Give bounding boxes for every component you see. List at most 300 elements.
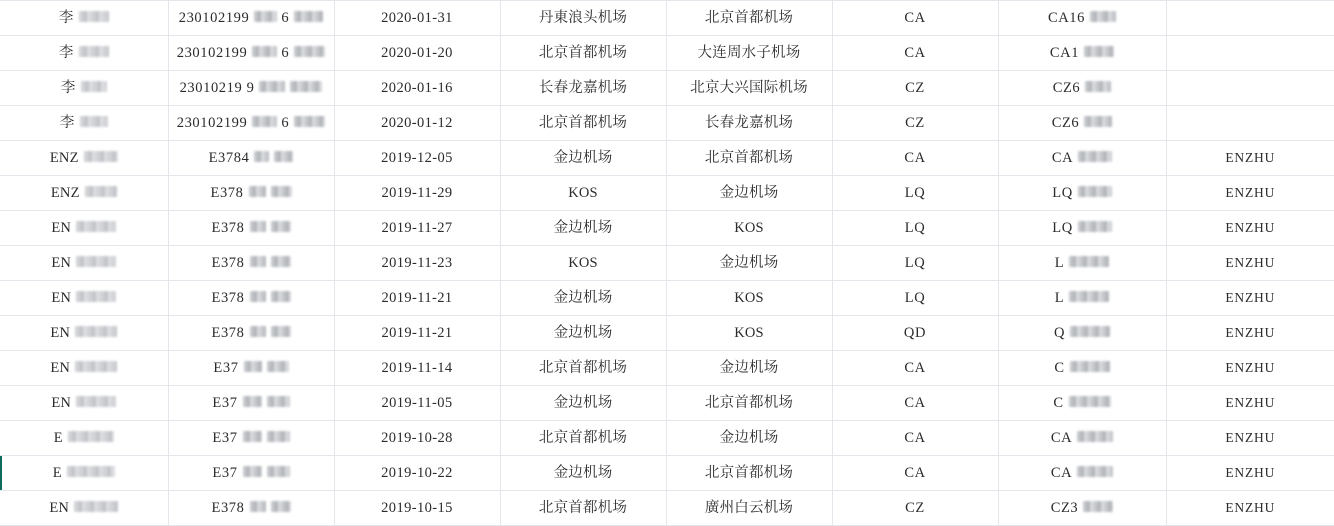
cell-date <box>334 351 500 386</box>
cell-date-text: 2019-12-05 <box>381 149 453 166</box>
cell-flight-number <box>998 281 1166 316</box>
cell-name <box>0 71 168 106</box>
cell-name <box>0 106 168 141</box>
cell-flight-number-text: CA <box>1050 464 1073 481</box>
redaction-block <box>271 256 291 267</box>
cell-id-number <box>168 141 334 176</box>
redaction-block <box>294 46 325 57</box>
cell-date <box>334 281 500 316</box>
table-row[interactable] <box>0 491 1334 526</box>
cell-arrival-airport <box>666 491 832 526</box>
cell-arrival-airport-text: 北京大兴国际机场 <box>690 79 808 96</box>
cell-arrival-airport <box>666 316 832 351</box>
cell-tag <box>1166 281 1334 316</box>
cell-arrival-airport-text: 长春龙嘉机场 <box>704 114 794 131</box>
cell-tag <box>1166 386 1334 421</box>
cell-flight-number <box>998 316 1166 351</box>
redaction-block <box>271 501 291 512</box>
cell-departure-airport <box>500 421 666 456</box>
redaction-block <box>75 361 117 372</box>
cell-name-text: ENZ <box>50 184 80 201</box>
cell-flight-number <box>998 141 1166 176</box>
redaction-block <box>1069 291 1109 302</box>
cell-flight-number <box>998 36 1166 71</box>
redaction-block <box>267 466 290 477</box>
cell-name <box>0 386 168 421</box>
cell-carrier-code <box>832 176 998 211</box>
cell-date <box>334 141 500 176</box>
cell-tag-text: ENZHU <box>1225 219 1276 235</box>
cell-id-number <box>168 106 334 141</box>
cell-carrier-code <box>832 106 998 141</box>
cell-flight-number <box>998 71 1166 106</box>
cell-date <box>334 106 500 141</box>
table-row[interactable] <box>0 176 1334 211</box>
cell-id-number-text: E378 <box>211 219 245 236</box>
cell-date-text: 2019-11-23 <box>381 254 453 271</box>
cell-arrival-airport-text: 金边机场 <box>719 184 779 201</box>
cell-name <box>0 351 168 386</box>
cell-id-number-text: E378 <box>211 289 245 306</box>
cell-flight-number-text: CZ6 <box>1051 114 1080 131</box>
cell-departure-airport <box>500 246 666 281</box>
cell-date <box>334 316 500 351</box>
cell-id-number <box>168 176 334 211</box>
cell-tag <box>1166 421 1334 456</box>
cell-date-text: 2019-11-27 <box>381 219 453 236</box>
table-row[interactable] <box>0 211 1334 246</box>
cell-arrival-airport <box>666 1 832 36</box>
cell-id-number <box>168 351 334 386</box>
cell-name <box>0 316 168 351</box>
cell-arrival-airport <box>666 421 832 456</box>
cell-date <box>334 246 500 281</box>
table-row[interactable] <box>0 106 1334 141</box>
cell-tag <box>1166 106 1334 141</box>
cell-id-number <box>168 246 334 281</box>
cell-flight-number-text: C <box>1054 359 1065 376</box>
redaction-block <box>259 81 285 92</box>
cell-departure-airport <box>500 456 666 491</box>
cell-carrier-code-text: CA <box>904 149 926 166</box>
table-row[interactable] <box>0 386 1334 421</box>
cell-flight-number-text: L <box>1054 289 1065 306</box>
cell-carrier-code-text: CA <box>904 359 926 376</box>
cell-tag <box>1166 71 1334 106</box>
redaction-block <box>76 291 116 302</box>
cell-tag <box>1166 351 1334 386</box>
cell-id-suffix-text: 6 <box>281 44 290 61</box>
cell-id-number-text: 230102199 <box>176 44 248 61</box>
cell-date <box>334 36 500 71</box>
cell-name <box>0 141 168 176</box>
cell-flight-number <box>998 386 1166 421</box>
cell-arrival-airport-text: KOS <box>734 289 764 306</box>
redaction-block <box>274 151 293 162</box>
cell-date-text: 2019-11-21 <box>381 289 453 306</box>
cell-arrival-airport <box>666 386 832 421</box>
cell-arrival-airport-text: KOS <box>734 324 764 341</box>
cell-id-number-text: E378 <box>211 499 245 516</box>
cell-id-suffix-text: 6 <box>281 114 290 131</box>
cell-id-number <box>168 316 334 351</box>
redaction-block <box>252 46 277 57</box>
cell-carrier-code-text: LQ <box>904 184 926 201</box>
cell-arrival-airport-text: 北京首都机场 <box>704 9 794 26</box>
cell-flight-number <box>998 211 1166 246</box>
cell-carrier-code <box>832 246 998 281</box>
cell-id-number <box>168 491 334 526</box>
cell-id-number <box>168 281 334 316</box>
cell-departure-airport-text: 北京首都机场 <box>538 44 628 61</box>
cell-id-number-text: E3784 <box>208 149 250 166</box>
cell-tag <box>1166 141 1334 176</box>
cell-departure-airport <box>500 36 666 71</box>
cell-arrival-airport <box>666 351 832 386</box>
cell-departure-airport-text: 金边机场 <box>553 149 613 166</box>
cell-departure-airport-text: 北京首都机场 <box>538 359 628 376</box>
table-row[interactable] <box>0 1 1334 36</box>
cell-id-number <box>168 386 334 421</box>
cell-tag-text: ENZHU <box>1225 254 1276 270</box>
cell-id-number-text: E378 <box>211 324 245 341</box>
redaction-block <box>254 11 277 22</box>
cell-departure-airport <box>500 386 666 421</box>
cell-name-text: 李 <box>59 114 75 131</box>
cell-flight-number-text: CA <box>1050 429 1073 446</box>
cell-name <box>0 421 168 456</box>
cell-date <box>334 71 500 106</box>
redaction-block <box>243 466 262 477</box>
cell-id-number <box>168 36 334 71</box>
cell-departure-airport-text: 北京首都机场 <box>538 499 628 516</box>
cell-departure-airport-text: 金边机场 <box>553 394 613 411</box>
cell-name <box>0 1 168 36</box>
cell-carrier-code <box>832 491 998 526</box>
cell-carrier-code-text: CZ <box>905 114 925 131</box>
cell-name-text: EN <box>51 254 72 271</box>
cell-date <box>334 456 500 491</box>
cell-id-number-text: 230102199 <box>176 114 248 131</box>
cell-departure-airport <box>500 211 666 246</box>
cell-departure-airport <box>500 316 666 351</box>
cell-id-number-text: E378 <box>211 254 245 271</box>
cell-arrival-airport-text: 金边机场 <box>719 254 779 271</box>
cell-name-text: EN <box>51 289 72 306</box>
cell-date-text: 2019-10-15 <box>381 499 453 516</box>
cell-date-text: 2019-11-29 <box>381 184 453 201</box>
cell-flight-number-text: CA1 <box>1049 44 1080 61</box>
table-row[interactable] <box>0 141 1334 176</box>
redaction-block <box>75 326 117 337</box>
table-row[interactable] <box>0 421 1334 456</box>
cell-arrival-airport-text: 大连周水子机场 <box>697 44 801 61</box>
cell-arrival-airport-text: 金边机场 <box>719 429 779 446</box>
redaction-block <box>252 116 277 127</box>
redaction-block <box>250 501 266 512</box>
cell-date-text: 2020-01-16 <box>381 79 453 96</box>
cell-id-number-text: E37 <box>213 359 239 376</box>
cell-flight-number <box>998 1 1166 36</box>
cell-departure-airport <box>500 106 666 141</box>
cell-tag-text: ENZHU <box>1225 499 1276 515</box>
redaction-block <box>1078 221 1112 232</box>
cell-flight-number-text: CZ6 <box>1052 79 1081 96</box>
cell-id-suffix-text: 6 <box>281 9 290 26</box>
table-row[interactable] <box>0 246 1334 281</box>
cell-id-number-text: E378 <box>210 184 244 201</box>
redaction-block <box>271 186 292 197</box>
cell-arrival-airport <box>666 281 832 316</box>
cell-name <box>0 456 168 491</box>
redaction-block <box>1084 46 1114 57</box>
cell-arrival-airport-text: KOS <box>734 219 764 236</box>
cell-name-text: EN <box>50 324 71 341</box>
cell-date <box>334 211 500 246</box>
redaction-block <box>254 151 269 162</box>
cell-arrival-airport <box>666 36 832 71</box>
cell-carrier-code <box>832 211 998 246</box>
redaction-block <box>267 396 290 407</box>
cell-tag-text: ENZHU <box>1225 184 1276 200</box>
cell-departure-airport <box>500 491 666 526</box>
cell-departure-airport-text: 丹東浪头机场 <box>538 9 628 26</box>
cell-arrival-airport-text: 金边机场 <box>719 359 779 376</box>
cell-date <box>334 386 500 421</box>
redaction-block <box>244 361 262 372</box>
cell-carrier-code-text: LQ <box>904 219 926 236</box>
redaction-block <box>243 396 262 407</box>
table-row[interactable] <box>0 316 1334 351</box>
cell-tag <box>1166 456 1334 491</box>
cell-date-text: 2019-10-22 <box>381 464 453 481</box>
cell-tag <box>1166 1 1334 36</box>
redaction-block <box>84 151 118 162</box>
redaction-block <box>76 396 116 407</box>
cell-flight-number-text: CA16 <box>1047 9 1086 26</box>
cell-flight-number <box>998 351 1166 386</box>
redaction-block <box>76 256 116 267</box>
redaction-block <box>79 46 109 57</box>
redaction-block <box>1083 501 1113 512</box>
cell-name-text: EN <box>49 499 70 516</box>
redaction-block <box>249 186 266 197</box>
cell-tag <box>1166 211 1334 246</box>
cell-arrival-airport <box>666 106 832 141</box>
cell-flight-number-text: LQ <box>1052 219 1073 236</box>
flight-records-body <box>0 1 1334 526</box>
cell-name-text: ENZ <box>49 149 79 166</box>
redaction-block <box>79 11 109 22</box>
cell-departure-airport-text: 长春龙嘉机场 <box>538 79 628 96</box>
cell-departure-airport <box>500 141 666 176</box>
cell-date-text: 2020-01-31 <box>381 9 453 26</box>
cell-name-text: E <box>52 464 62 481</box>
table-row[interactable] <box>0 71 1334 106</box>
redaction-block <box>1084 116 1112 127</box>
cell-departure-airport-text: 金边机场 <box>553 219 613 236</box>
cell-date-text: 2019-11-21 <box>381 324 453 341</box>
cell-date-text: 2020-01-20 <box>381 44 453 61</box>
redaction-block <box>250 256 266 267</box>
cell-date <box>334 491 500 526</box>
cell-id-number-text: 23010219 9 <box>179 79 255 96</box>
cell-flight-number <box>998 491 1166 526</box>
cell-carrier-code <box>832 141 998 176</box>
cell-carrier-code <box>832 316 998 351</box>
cell-id-number <box>168 71 334 106</box>
cell-name <box>0 491 168 526</box>
cell-id-number-text: E37 <box>212 464 238 481</box>
cell-carrier-code <box>832 456 998 491</box>
cell-departure-airport <box>500 281 666 316</box>
cell-arrival-airport <box>666 71 832 106</box>
cell-arrival-airport <box>666 211 832 246</box>
cell-id-number <box>168 421 334 456</box>
cell-tag <box>1166 491 1334 526</box>
table-row[interactable] <box>0 351 1334 386</box>
redaction-block <box>1070 326 1110 337</box>
redaction-block <box>271 221 291 232</box>
cell-tag <box>1166 36 1334 71</box>
redaction-block <box>80 116 108 127</box>
redaction-block <box>1070 361 1110 372</box>
cell-name-text: 李 <box>60 79 76 96</box>
redaction-block <box>1077 466 1113 477</box>
cell-tag <box>1166 246 1334 281</box>
cell-flight-number-text: Q <box>1053 324 1066 341</box>
redaction-block <box>1069 396 1111 407</box>
cell-id-number-text: 230102199 <box>178 9 250 26</box>
cell-carrier-code-text: LQ <box>904 289 926 306</box>
cell-name-text: 李 <box>58 9 74 26</box>
cell-carrier-code-text: CA <box>904 394 926 411</box>
cell-tag <box>1166 316 1334 351</box>
cell-tag-text: ENZHU <box>1225 149 1276 165</box>
cell-carrier-code-text: CZ <box>905 499 925 516</box>
cell-tag <box>1166 176 1334 211</box>
cell-date <box>334 176 500 211</box>
cell-departure-airport-text: KOS <box>568 254 598 271</box>
cell-arrival-airport <box>666 456 832 491</box>
redaction-block <box>1085 81 1111 92</box>
cell-name-text: EN <box>50 359 71 376</box>
cell-departure-airport-text: 北京首都机场 <box>538 114 628 131</box>
cell-arrival-airport-text: 廣州白云机场 <box>704 499 794 516</box>
redaction-block <box>267 361 289 372</box>
cell-carrier-code <box>832 421 998 456</box>
cell-name <box>0 176 168 211</box>
redaction-block <box>271 291 291 302</box>
redaction-block <box>1078 186 1112 197</box>
cell-departure-airport-text: 北京首都机场 <box>538 429 628 446</box>
cell-carrier-code-text: CA <box>904 429 926 446</box>
cell-flight-number-text: L <box>1054 254 1065 271</box>
cell-arrival-airport <box>666 246 832 281</box>
cell-carrier-code <box>832 386 998 421</box>
cell-carrier-code <box>832 1 998 36</box>
cell-carrier-code <box>832 351 998 386</box>
redaction-block <box>271 326 291 337</box>
redaction-block <box>243 431 262 442</box>
cell-id-number <box>168 1 334 36</box>
redaction-block <box>68 431 114 442</box>
redaction-block <box>1090 11 1116 22</box>
cell-carrier-code-text: LQ <box>904 254 926 271</box>
cell-tag-text: ENZHU <box>1225 289 1276 305</box>
cell-name <box>0 211 168 246</box>
cell-flight-number <box>998 456 1166 491</box>
redaction-block <box>250 326 266 337</box>
cell-date-text: 2020-01-12 <box>381 114 453 131</box>
cell-departure-airport-text: KOS <box>568 184 598 201</box>
cell-carrier-code <box>832 71 998 106</box>
redaction-block <box>1069 256 1109 267</box>
cell-name-text: E <box>53 429 63 446</box>
redaction-block <box>85 186 117 197</box>
cell-carrier-code <box>832 281 998 316</box>
table-row[interactable] <box>0 281 1334 316</box>
redaction-block <box>267 431 290 442</box>
redaction-block <box>294 116 325 127</box>
cell-departure-airport <box>500 1 666 36</box>
cell-id-number <box>168 211 334 246</box>
cell-flight-number-text: CZ3 <box>1050 499 1079 516</box>
cell-carrier-code <box>832 36 998 71</box>
cell-flight-number <box>998 106 1166 141</box>
redaction-block <box>74 501 118 512</box>
redaction-block <box>81 81 107 92</box>
cell-arrival-airport-text: 北京首都机场 <box>704 464 794 481</box>
cell-departure-airport-text: 金边机场 <box>553 289 613 306</box>
cell-name-text: EN <box>51 394 72 411</box>
cell-name <box>0 281 168 316</box>
cell-id-number-text: E37 <box>212 429 238 446</box>
cell-tag-text: ENZHU <box>1225 359 1276 375</box>
cell-carrier-code-text: CA <box>904 44 926 61</box>
redaction-block <box>1078 151 1112 162</box>
cell-date-text: 2019-11-14 <box>381 359 453 376</box>
table-row[interactable] <box>0 36 1334 71</box>
cell-carrier-code-text: CA <box>904 9 926 26</box>
cell-flight-number-text: C <box>1053 394 1064 411</box>
redaction-block <box>1077 431 1113 442</box>
cell-flight-number <box>998 176 1166 211</box>
cell-carrier-code-text: CZ <box>905 79 925 96</box>
cell-carrier-code-text: CA <box>904 464 926 481</box>
cell-id-number <box>168 456 334 491</box>
redaction-block <box>76 221 116 232</box>
cell-departure-airport <box>500 351 666 386</box>
cell-arrival-airport-text: 北京首都机场 <box>704 149 794 166</box>
cell-tag-text: ENZHU <box>1225 394 1276 410</box>
table-row[interactable] <box>0 456 1334 491</box>
cell-arrival-airport <box>666 176 832 211</box>
cell-date-text: 2019-11-05 <box>381 394 453 411</box>
cell-id-number-text: E37 <box>212 394 238 411</box>
cell-name-text: 李 <box>58 44 74 61</box>
cell-flight-number <box>998 421 1166 456</box>
cell-departure-airport-text: 金边机场 <box>553 324 613 341</box>
cell-arrival-airport <box>666 141 832 176</box>
cell-name <box>0 36 168 71</box>
cell-flight-number <box>998 246 1166 281</box>
cell-date-text: 2019-10-28 <box>381 429 453 446</box>
cell-date <box>334 421 500 456</box>
cell-tag-text: ENZHU <box>1225 464 1276 480</box>
cell-carrier-code-text: QD <box>903 324 927 341</box>
cell-departure-airport-text: 金边机场 <box>553 464 613 481</box>
